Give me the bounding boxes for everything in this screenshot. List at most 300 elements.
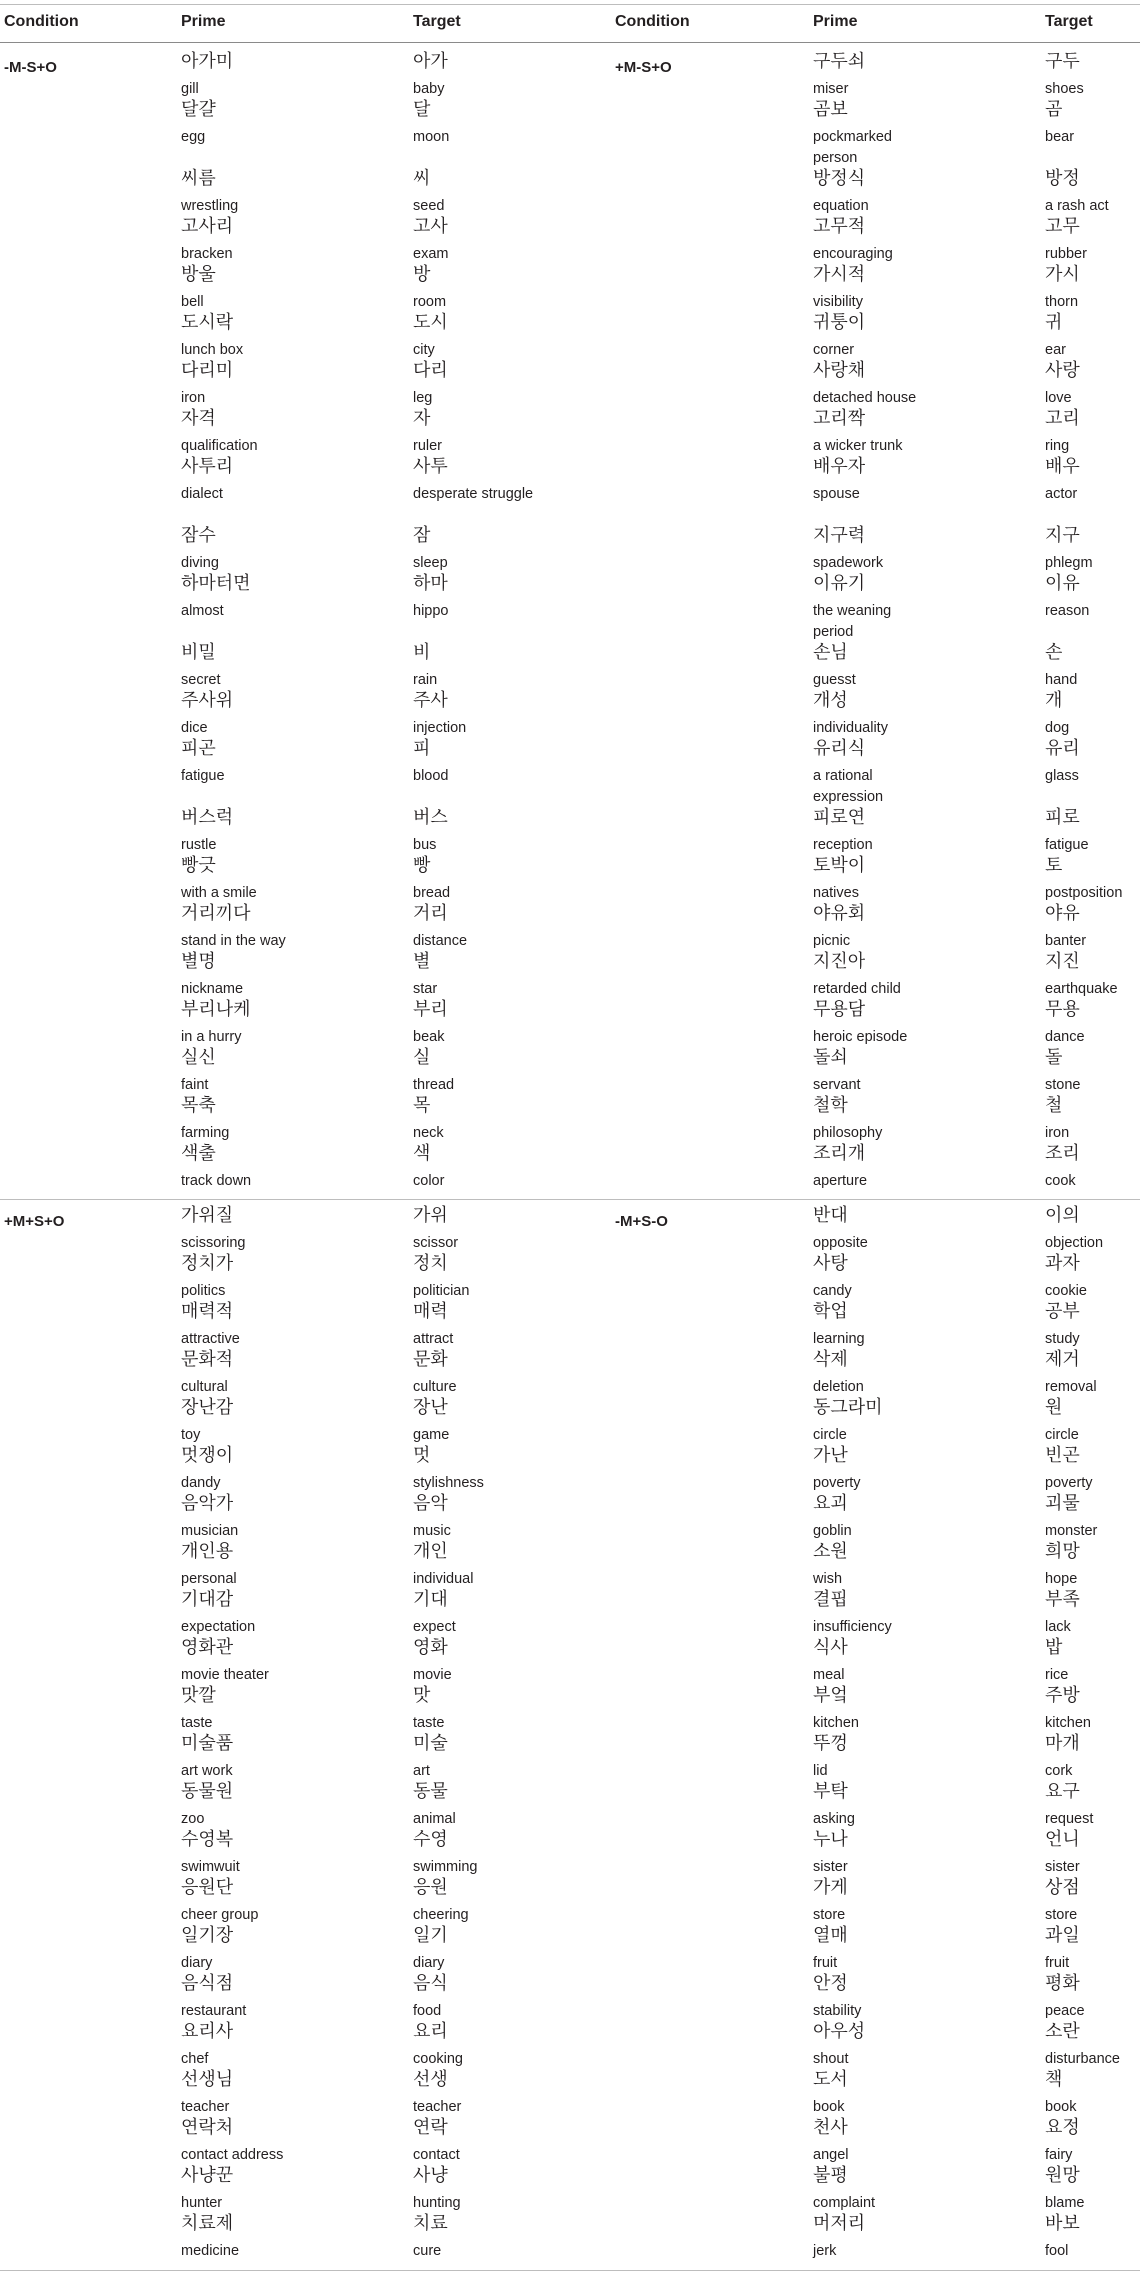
prime-word: 사탕 (813, 1253, 848, 1274)
prime-gloss: corner (813, 342, 855, 358)
target-word: 책 (1045, 2069, 1063, 2090)
prime-gloss: track down (181, 1173, 252, 1189)
target-word: 달 (413, 99, 431, 120)
target-gloss: city (413, 342, 435, 358)
prime-gloss: secret (181, 672, 221, 688)
target-word: 거리 (413, 903, 448, 924)
prime-gloss: toy (181, 1427, 201, 1443)
prime-gloss: visibility (813, 294, 863, 310)
prime-gloss: miser (813, 81, 849, 97)
prime-word: 음식점 (181, 1973, 234, 1994)
target-word: 고무 (1045, 216, 1080, 237)
target-word: 돌 (1045, 1047, 1063, 1068)
target-gloss: moon (413, 129, 450, 145)
prime-word: 곰보 (813, 99, 848, 120)
prime-gloss: bracken (181, 246, 233, 262)
prime-gloss: shout (813, 2051, 849, 2067)
prime-word: 열매 (813, 1925, 848, 1946)
target-gloss: baby (413, 81, 445, 97)
target-word: 목 (413, 1095, 431, 1116)
prime-word: 가게 (813, 1877, 848, 1898)
prime-word: 손님 (813, 642, 848, 663)
column-header: Condition (615, 13, 690, 30)
prime-word: 사냥꾼 (181, 2165, 234, 2186)
target-gloss: sleep (413, 555, 448, 571)
prime-word: 문화적 (181, 1349, 234, 1370)
prime-word: 무용담 (813, 999, 866, 1020)
prime-gloss: circle (813, 1427, 847, 1443)
prime-gloss: gill (181, 81, 199, 97)
prime-word: 별명 (181, 951, 216, 972)
prime-gloss: contact address (181, 2147, 284, 2163)
prime-gloss: expectation (181, 1619, 256, 1635)
column-header: Target (413, 13, 461, 30)
target-word: 하마 (413, 573, 448, 594)
prime-word: 배우자 (813, 456, 866, 477)
target-gloss: dance (1045, 1029, 1085, 1045)
prime-gloss: kitchen (813, 1715, 859, 1731)
target-gloss: ruler (413, 438, 443, 454)
target-word: 곰 (1045, 99, 1063, 120)
prime-gloss: egg (181, 129, 206, 145)
prime-gloss: asking (813, 1811, 855, 1827)
target-gloss: teacher (413, 2099, 462, 2115)
prime-word: 가난 (813, 1445, 848, 1466)
target-word: 부족 (1045, 1589, 1080, 1610)
prime-gloss: stand in the way (181, 933, 286, 949)
target-word: 씨 (413, 168, 431, 189)
prime-word: 삭제 (813, 1349, 848, 1370)
prime-gloss: the weaning period (813, 603, 892, 640)
condition-label: -M-S+O (4, 59, 57, 76)
prime-gloss: encouraging (813, 246, 893, 262)
prime-gloss: detached house (813, 390, 917, 406)
prime-word: 실신 (181, 1047, 216, 1068)
target-word: 버스 (413, 807, 448, 828)
target-gloss: dog (1045, 720, 1070, 736)
target-gloss: peace (1045, 2003, 1085, 2019)
prime-word: 일기장 (181, 1925, 234, 1946)
prime-gloss: poverty (813, 1475, 861, 1491)
target-gloss: injection (413, 720, 467, 736)
prime-word: 비밀 (181, 642, 216, 663)
target-gloss: seed (413, 198, 445, 214)
target-word: 피로 (1045, 807, 1080, 828)
prime-gloss: art work (181, 1763, 233, 1779)
prime-gloss: heroic episode (813, 1029, 908, 1045)
prime-word: 달걀 (181, 99, 216, 120)
target-word: 아가 (413, 51, 448, 72)
target-gloss: fool (1045, 2243, 1069, 2259)
target-gloss: neck (413, 1125, 444, 1141)
target-word: 정치 (413, 1253, 448, 1274)
prime-word: 기대감 (181, 1589, 234, 1610)
prime-word: 귀퉁이 (813, 312, 866, 333)
prime-word: 이유기 (813, 573, 866, 594)
target-word: 토 (1045, 855, 1063, 876)
target-gloss: cork (1045, 1763, 1073, 1779)
prime-word: 도시락 (181, 312, 234, 333)
target-word: 별 (413, 951, 431, 972)
target-gloss: culture (413, 1379, 457, 1395)
prime-word: 목축 (181, 1095, 216, 1116)
target-gloss: phlegm (1045, 555, 1093, 571)
prime-gloss: spadework (813, 555, 884, 571)
prime-word: 고리짝 (813, 408, 866, 429)
target-word: 방 (413, 264, 431, 285)
prime-gloss: individuality (813, 720, 888, 736)
prime-word: 부탁 (813, 1781, 848, 1802)
prime-word: 맛깔 (181, 1685, 216, 1706)
prime-gloss: politics (181, 1283, 226, 1299)
target-word: 지구 (1045, 525, 1080, 546)
prime-gloss: swimwuit (181, 1859, 240, 1875)
prime-gloss: qualification (181, 438, 258, 454)
target-gloss: rain (413, 672, 438, 688)
prime-word: 매력적 (181, 1301, 234, 1322)
target-word: 철 (1045, 1095, 1063, 1116)
target-word: 사냥 (413, 2165, 448, 2186)
target-word: 주방 (1045, 1685, 1080, 1706)
prime-word: 하마터면 (181, 573, 251, 594)
prime-gloss: complaint (813, 2195, 876, 2211)
target-gloss: bear (1045, 129, 1075, 145)
target-word: 실 (413, 1047, 431, 1068)
prime-word: 부리나케 (181, 999, 251, 1020)
target-word: 개인 (413, 1541, 448, 1562)
target-word: 멋 (413, 1445, 431, 1466)
condition-label: +M-S+O (615, 59, 672, 76)
target-gloss: circle (1045, 1427, 1079, 1443)
prime-word: 정치가 (181, 1253, 234, 1274)
prime-gloss: restaurant (181, 2003, 247, 2019)
prime-gloss: aperture (813, 1173, 868, 1189)
prime-word: 색출 (181, 1143, 216, 1164)
prime-gloss: chef (181, 2051, 209, 2067)
target-gloss: food (413, 2003, 442, 2019)
target-word: 도시 (413, 312, 448, 333)
prime-gloss: iron (181, 390, 206, 406)
prime-gloss: almost (181, 603, 224, 619)
prime-gloss: lunch box (181, 342, 244, 358)
prime-word: 결핍 (813, 1589, 848, 1610)
prime-gloss: reception (813, 837, 873, 853)
target-gloss: monster (1045, 1523, 1098, 1539)
prime-word: 누나 (813, 1829, 848, 1850)
target-gloss: thorn (1045, 294, 1079, 310)
target-gloss: star (413, 981, 438, 997)
prime-gloss: a rational expression (813, 768, 884, 805)
target-word: 과자 (1045, 1253, 1080, 1274)
prime-word: 방울 (181, 264, 216, 285)
target-word: 색 (413, 1143, 431, 1164)
prime-word: 개성 (813, 690, 848, 711)
prime-gloss: bell (181, 294, 204, 310)
target-gloss: distance (413, 933, 468, 949)
target-gloss: contact (413, 2147, 460, 2163)
target-gloss: stylishness (413, 1475, 484, 1491)
target-gloss: reason (1045, 603, 1090, 619)
target-word: 요구 (1045, 1781, 1080, 1802)
prime-gloss: diving (181, 555, 219, 571)
target-gloss: rubber (1045, 246, 1087, 262)
target-gloss: cooking (413, 2051, 463, 2067)
target-gloss: thread (413, 1077, 455, 1093)
target-word: 일기 (413, 1925, 448, 1946)
target-word: 잠 (413, 525, 431, 546)
target-gloss: taste (413, 1715, 445, 1731)
prime-word: 선생님 (181, 2069, 234, 2090)
target-word: 동물 (413, 1781, 448, 1802)
prime-gloss: picnic (813, 933, 851, 949)
target-gloss: glass (1045, 768, 1079, 784)
prime-word: 유리식 (813, 738, 866, 759)
column-header: Prime (813, 13, 858, 30)
prime-gloss: guesst (813, 672, 856, 688)
target-gloss: stone (1045, 1077, 1081, 1093)
prime-gloss: wrestling (181, 198, 239, 214)
target-word: 가위 (413, 1205, 448, 1226)
target-word: 유리 (1045, 738, 1080, 759)
prime-word: 개인용 (181, 1541, 234, 1562)
target-gloss: cure (413, 2243, 442, 2259)
condition-label: -M+S-O (615, 1213, 668, 1230)
prime-word: 빵긋 (181, 855, 216, 876)
target-gloss: movie (413, 1667, 452, 1683)
prime-word: 학업 (813, 1301, 848, 1322)
target-word: 구두 (1045, 51, 1080, 72)
prime-word: 불평 (813, 2165, 848, 2186)
target-word: 원 (1045, 1397, 1063, 1418)
prime-gloss: faint (181, 1077, 209, 1093)
prime-word: 수영복 (181, 1829, 234, 1850)
target-word: 영화 (413, 1637, 448, 1658)
prime-gloss: fatigue (181, 768, 225, 784)
column-header: Target (1045, 13, 1093, 30)
target-gloss: love (1045, 390, 1072, 406)
prime-word: 영화관 (181, 1637, 234, 1658)
prime-word: 멋쟁이 (181, 1445, 234, 1466)
table-rule (0, 2270, 1140, 2271)
prime-word: 토박이 (813, 855, 866, 876)
target-word: 피 (413, 738, 431, 759)
target-word: 요리 (413, 2021, 448, 2042)
target-word: 소란 (1045, 2021, 1080, 2042)
prime-gloss: dandy (181, 1475, 221, 1491)
prime-word: 뚜껑 (813, 1733, 848, 1754)
target-word: 이의 (1045, 1205, 1080, 1226)
target-gloss: objection (1045, 1235, 1104, 1251)
prime-word: 방정식 (813, 168, 866, 189)
target-word: 배우 (1045, 456, 1080, 477)
target-word: 고리 (1045, 408, 1080, 429)
target-gloss: ear (1045, 342, 1066, 358)
target-gloss: store (1045, 1907, 1078, 1923)
prime-gloss: dice (181, 720, 208, 736)
target-word: 지진 (1045, 951, 1080, 972)
target-word: 사투 (413, 456, 448, 477)
target-gloss: hippo (413, 603, 449, 619)
target-gloss: rice (1045, 1667, 1069, 1683)
target-gloss: poverty (1045, 1475, 1093, 1491)
prime-gloss: rustle (181, 837, 217, 853)
target-gloss: bread (413, 885, 451, 901)
target-word: 야유 (1045, 903, 1080, 924)
target-word: 제거 (1045, 1349, 1080, 1370)
prime-word: 안정 (813, 1973, 848, 1994)
target-word: 원망 (1045, 2165, 1080, 2186)
prime-gloss: cheer group (181, 1907, 259, 1923)
condition-label: +M+S+O (4, 1213, 65, 1230)
target-gloss: study (1045, 1331, 1080, 1347)
target-gloss: shoes (1045, 81, 1084, 97)
target-gloss: expect (413, 1619, 456, 1635)
target-word: 상점 (1045, 1877, 1080, 1898)
prime-word: 자격 (181, 408, 216, 429)
target-gloss: cook (1045, 1173, 1076, 1189)
prime-word: 식사 (813, 1637, 848, 1658)
target-gloss: game (413, 1427, 450, 1443)
prime-word: 사투리 (181, 456, 234, 477)
column-header: Prime (181, 13, 226, 30)
target-gloss: scissor (413, 1235, 459, 1251)
target-gloss: attract (413, 1331, 454, 1347)
target-gloss: a rash act (1045, 198, 1109, 214)
target-word: 수영 (413, 1829, 448, 1850)
prime-word: 동그라미 (813, 1397, 883, 1418)
target-word: 음식 (413, 1973, 448, 1994)
target-word: 빈곤 (1045, 1445, 1080, 1466)
prime-gloss: personal (181, 1571, 237, 1587)
target-gloss: leg (413, 390, 433, 406)
target-gloss: desperate struggle (413, 486, 534, 502)
prime-gloss: fruit (813, 1955, 838, 1971)
table-rule (0, 42, 1140, 43)
prime-gloss: scissoring (181, 1235, 246, 1251)
target-gloss: sister (1045, 1859, 1080, 1875)
target-word: 괴물 (1045, 1493, 1080, 1514)
table-rule (0, 4, 1140, 5)
target-gloss: art (413, 1763, 430, 1779)
target-word: 이유 (1045, 573, 1080, 594)
table-rule (0, 1199, 1140, 1200)
target-gloss: animal (413, 1811, 456, 1827)
prime-word: 지구력 (813, 525, 866, 546)
target-word: 맛 (413, 1685, 431, 1706)
prime-gloss: book (813, 2099, 845, 2115)
target-word: 미술 (413, 1733, 448, 1754)
target-word: 매력 (413, 1301, 448, 1322)
prime-gloss: zoo (181, 1811, 205, 1827)
prime-gloss: angel (813, 2147, 849, 2163)
prime-word: 요리사 (181, 2021, 234, 2042)
prime-gloss: goblin (813, 1523, 852, 1539)
target-word: 과일 (1045, 1925, 1080, 1946)
prime-gloss: a wicker trunk (813, 438, 903, 454)
target-gloss: iron (1045, 1125, 1070, 1141)
target-word: 응원 (413, 1877, 448, 1898)
target-gloss: blame (1045, 2195, 1085, 2211)
target-word: 비 (413, 642, 431, 663)
target-gloss: swimming (413, 1859, 478, 1875)
prime-word: 다리미 (181, 360, 234, 381)
target-gloss: music (413, 1523, 451, 1539)
target-gloss: ring (1045, 438, 1070, 454)
target-word: 희망 (1045, 1541, 1080, 1562)
target-word: 마개 (1045, 1733, 1080, 1754)
prime-word: 버스럭 (181, 807, 234, 828)
target-gloss: banter (1045, 933, 1087, 949)
prime-gloss: stability (813, 2003, 862, 2019)
target-gloss: hunting (413, 2195, 461, 2211)
target-word: 자 (413, 408, 431, 429)
target-word: 요정 (1045, 2117, 1080, 2138)
target-word: 언니 (1045, 1829, 1080, 1850)
prime-gloss: store (813, 1907, 846, 1923)
target-word: 개 (1045, 690, 1063, 711)
prime-word: 동물원 (181, 1781, 234, 1802)
prime-word: 머저리 (813, 2213, 866, 2234)
prime-word: 잠수 (181, 525, 216, 546)
prime-word: 씨름 (181, 168, 216, 189)
target-gloss: disturbance (1045, 2051, 1120, 2067)
prime-word: 아우성 (813, 2021, 866, 2042)
prime-gloss: pockmarked person (813, 129, 892, 166)
target-gloss: lack (1045, 1619, 1071, 1635)
target-gloss: request (1045, 1811, 1094, 1827)
prime-word: 피로연 (813, 807, 866, 828)
target-word: 공부 (1045, 1301, 1080, 1322)
prime-gloss: natives (813, 885, 859, 901)
target-gloss: postposition (1045, 885, 1123, 901)
prime-gloss: musician (181, 1523, 239, 1539)
prime-word: 구두쇠 (813, 51, 866, 72)
target-gloss: exam (413, 246, 449, 262)
prime-word: 소원 (813, 1541, 848, 1562)
target-gloss: fatigue (1045, 837, 1089, 853)
target-word: 무용 (1045, 999, 1080, 1020)
prime-word: 조리개 (813, 1143, 866, 1164)
target-gloss: book (1045, 2099, 1077, 2115)
prime-word: 야유회 (813, 903, 866, 924)
prime-gloss: teacher (181, 2099, 230, 2115)
target-gloss: fairy (1045, 2147, 1073, 2163)
prime-word: 도서 (813, 2069, 848, 2090)
prime-word: 미술품 (181, 1733, 234, 1754)
prime-word: 사랑채 (813, 360, 866, 381)
prime-gloss: jerk (813, 2243, 837, 2259)
target-word: 빵 (413, 855, 431, 876)
prime-gloss: retarded child (813, 981, 901, 997)
prime-gloss: equation (813, 198, 869, 214)
target-word: 주사 (413, 690, 448, 711)
prime-word: 음악가 (181, 1493, 234, 1514)
prime-word: 응원단 (181, 1877, 234, 1898)
prime-word: 철학 (813, 1095, 848, 1116)
prime-gloss: candy (813, 1283, 852, 1299)
prime-gloss: attractive (181, 1331, 240, 1347)
target-gloss: bus (413, 837, 437, 853)
prime-word: 부엌 (813, 1685, 848, 1706)
prime-word: 치료제 (181, 2213, 234, 2234)
prime-gloss: dialect (181, 486, 223, 502)
prime-word: 돌쇠 (813, 1047, 848, 1068)
prime-gloss: servant (813, 1077, 861, 1093)
prime-gloss: hunter (181, 2195, 223, 2211)
prime-word: 거리끼다 (181, 903, 251, 924)
target-gloss: politician (413, 1283, 470, 1299)
prime-gloss: medicine (181, 2243, 240, 2259)
